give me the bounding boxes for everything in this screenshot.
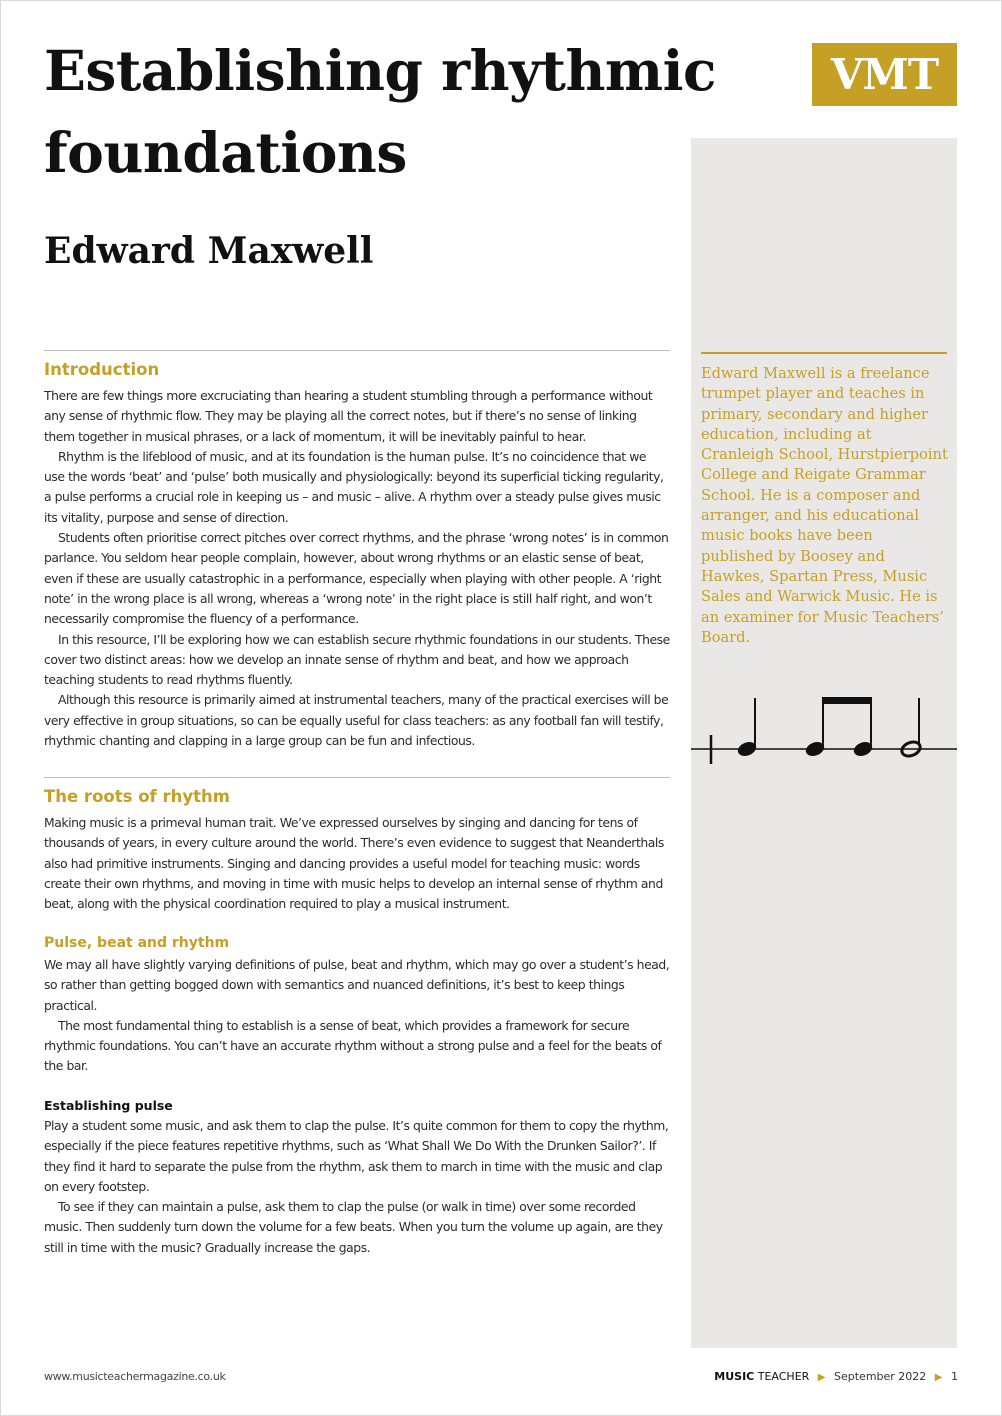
paragraph: Rhythm is the lifeblood of music, and at its foundation is the human pulse. It’s no coincidence that we use the words ‘beat’ and ‘pulse’ both musically and physiologically: beyond its superficial ticking regularity, a pulse performs a crucial role in keeping us – and music – alive. A rhythm over a steady pulse gives music its vitality, purpose and sense of direction. bbox=[44, 448, 664, 525]
author-name: Edward Maxwell bbox=[44, 230, 374, 272]
issue-date: September 2022 bbox=[834, 1370, 927, 1383]
roots-body bbox=[44, 813, 670, 914]
establishing-body bbox=[44, 1116, 670, 1258]
paragraph: There are few things more excruciating than hearing a student stumbling through a performance without any sense of rhythmic flow. They may be playing all the correct notes, but if there’s no sense of linking them together in musical phrases, or a lack of momentum, it will be inevitably painful to hear. bbox=[44, 388, 653, 444]
heading-pulse-beat-rhythm: Pulse, beat and rhythm bbox=[44, 935, 230, 951]
paragraph: Making music is a primeval human trait. We’ve expressed ourselves by singing and dancing for tens of thousands of years, in every culture around the world. There’s even evidence to suggest that Neanderthals also had primitive instruments. Singing and dancing provides a useful model for teaching music: words create their own rhythms, and moving in time with music helps to develop an internal sense of rhythm and beat, along with the physical coordination required to play a musical instrument. bbox=[44, 815, 664, 912]
introduction-body bbox=[44, 386, 670, 751]
paragraph: Play a student some music, and ask them to clap the pulse. It’s quite common for them to copy the rhythm, especially if the piece features repetitive rhythms, such as ‘What Shall We Do With the Drunken Sailor?’. If they find it hard to separate the pulse from the rhythm, ask them to march in time with the music and clap on every footstep. bbox=[44, 1118, 669, 1194]
footer-masthead bbox=[714, 1368, 958, 1387]
heading-roots-of-rhythm: The roots of rhythm bbox=[44, 787, 230, 806]
page-number: 1 bbox=[951, 1370, 958, 1383]
pulse-body bbox=[44, 955, 670, 1077]
paragraph: In this resource, I’ll be exploring how we can establish secure rhythmic foundations in our students. These cover two distinct areas: how we develop an innate sense of rhythm and beat, and how we approach teaching students to read rhythms fluently. bbox=[44, 631, 670, 688]
vmt-logo: VMT bbox=[812, 43, 957, 106]
triangle-right-icon: ▶ bbox=[934, 1372, 943, 1383]
page-title: Establishing rhythmic foundations bbox=[44, 38, 717, 185]
paragraph: Students often prioritise correct pitches over correct rhythms, and the phrase ‘wrong notes’ is in common parlance. You seldom hear people complain, however, about wrong rhythms or an elastic sense of beat, even if these are usually catastrophic in a performance, especially when playing with other people. A ‘right note’ in the wrong place is all wrong, whereas a ‘wrong note’ in the right place is still half right, and won’t necessarily compromise the fluency of a performance. bbox=[44, 530, 669, 627]
sidebar-divider bbox=[701, 352, 947, 354]
footer-url[interactable]: www.musicteachermagazine.co.uk bbox=[44, 1370, 226, 1383]
author-bio: Edward Maxwell is a freelance trumpet player and teaches in primary, secondary and higher education, including at Cranleigh School, Hurstpierpoint College and Reigate Grammar School. He is a composer and arranger, and his educational music books have been published by Boosey and Hawkes, Spartan Press, Music Sales and Warwick Music. He is an examiner for Music Teachers’ Board. bbox=[701, 365, 948, 646]
rhythm-notation-graphic bbox=[691, 688, 957, 768]
heading-establishing-pulse: Establishing pulse bbox=[44, 1098, 173, 1113]
paragraph: To see if they can maintain a pulse, ask them to clap the pulse (or walk in time) over some recorded music. Then suddenly turn down the volume for a few beats. When you turn the volume up again, are they still in time with the music? Gradually increase the gaps. bbox=[44, 1199, 663, 1255]
paragraph: Although this resource is primarily aimed at instrumental teachers, many of the practical exercises will be very effective in group situations, so can be equally useful for class teachers: as any football fan will testify, rhythmic chanting and clapping in a large group can be fun and infectious. bbox=[44, 692, 669, 749]
magazine-name-bold: MUSIC bbox=[714, 1370, 755, 1383]
heading-introduction: Introduction bbox=[44, 360, 160, 379]
section-divider bbox=[44, 777, 670, 778]
paragraph: The most fundamental thing to establish is a sense of beat, which provides a framework for secure rhythmic foundations. You can’t have an accurate rhythm without a strong pulse and a feel for the beats of the bar. bbox=[44, 1017, 662, 1074]
section-divider bbox=[44, 350, 670, 351]
magazine-name-rest: TEACHER bbox=[757, 1370, 810, 1383]
triangle-right-icon: ▶ bbox=[817, 1372, 826, 1383]
paragraph: We may all have slightly varying definitions of pulse, beat and rhythm, which may go over a student’s head, so rather than getting bogged down with semantics and nuanced definitions, it’s best to keep things practical. bbox=[44, 957, 670, 1013]
